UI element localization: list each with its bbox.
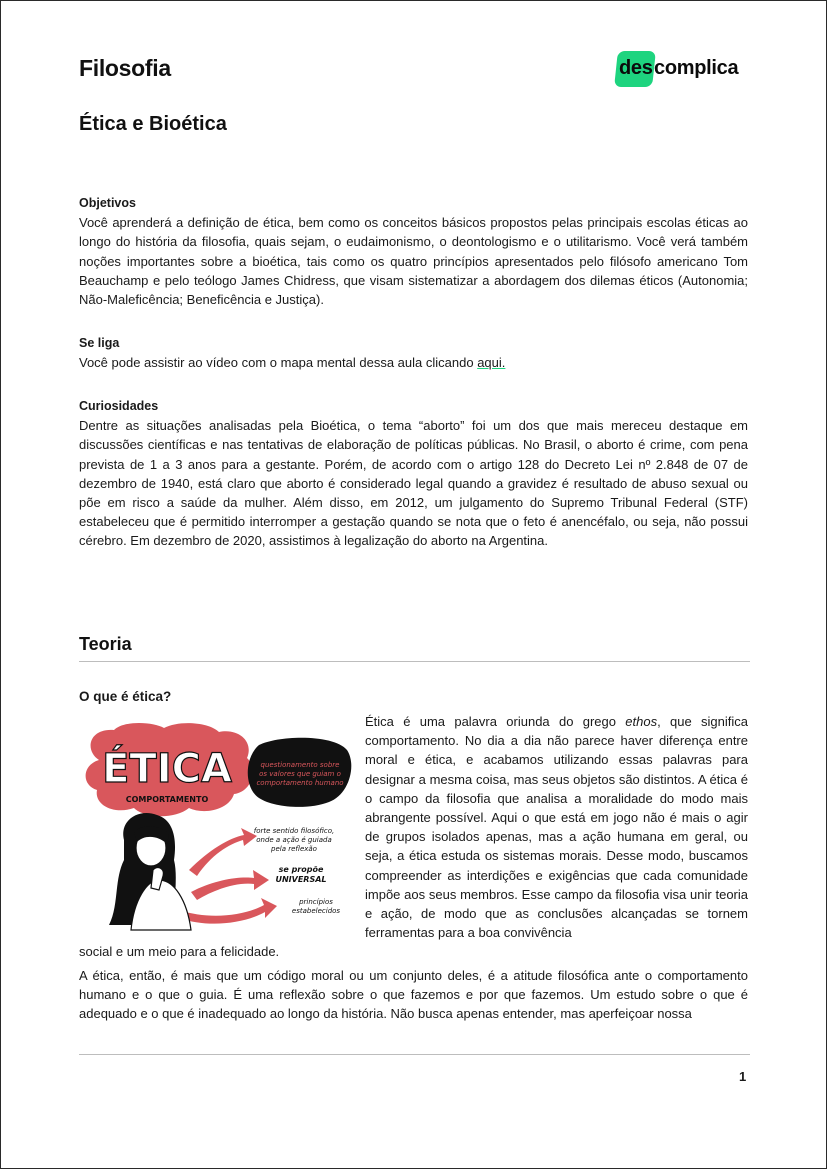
curiosidades-heading: Curiosidades [79,399,159,413]
note1-line-2: onde a ação é guiada [256,836,332,844]
note2-line-1: se propõe [278,865,324,874]
footer-divider [79,1054,750,1055]
objetivos-section [79,194,748,309]
bubble-line-1: questionamento sobre [260,761,340,769]
objetivos-text: Você aprenderá a definição de ética, bem como os conceitos básicos propostos pelas principais escolas éticas ao longo do história da filosofia, quais sejam, o eudaimonismo, o deontologismo e o utilitarismo. Você verá também noções importantes sobre a bioética, tais como os quatro princípios apresentados pelo filósofo americano Tom Beauchamp e pelo teólogo James Chidress, que visam sistematizar a abordagem dos dilemas éticos (Autonomia; Não-Maleficência; Beneficência e Justiça). [79,215,748,308]
note3-line-1: princípios [299,898,333,906]
lesson-title: Ética e Bioética [79,113,227,135]
arrow-2 [191,870,269,900]
bubble-line-3: comportamento humano [256,779,344,787]
etica-paragraph-1-continued: social e um meio para a felicidade. [79,944,280,959]
video-link[interactable]: aqui. [477,355,506,371]
teoria-heading: Teoria [79,634,132,654]
arrow-1 [189,828,257,876]
p1-ethos: ethos [625,714,658,729]
arrow-3 [179,898,277,924]
note2-line-2: UNIVERSAL [275,875,327,884]
etica-paragraph-2: A ética, então, é mais que um código moral ou um conjunto deles, é a atitude filosófica ante o comportamento humano e o que o guia. É uma reflexão sobre o que fazemos e por que fazemos. Um estudo sobre o que é adequado e o que é inadequado ao longo da história. Não busca apenas entender, mas aperfeiçoar nossa [79,968,748,1022]
descomplica-logo [616,51,756,89]
curiosidades-text: Dentre as situações analisadas pela Bioética, o tema “aborto” foi um dos que mais mereceu destaque em discussões científicas e nas tentativas de elaboração de políticas públicas. No Brasil, o aborto é crime, com pena prevista de 1 a 3 anos para a gestante. Porém, de acordo com o artigo 128 do Decreto Lei nº 2.848 de 07 de dezembro de 1940, está claro que aborto é considerado legal quando a gravidez é resultado de abuso sexual ou põe em risco a saúde da mulher. Além disso, em 2012, um julgamento do Supremo Tribunal Federal (STF) estabeleceu que é permitido interromper a gestação quando se nota que o feto é anencéfalo, ou seja, não possui cérebro. Em dezembro de 2020, assistimos à legalização do aborto na Argentina. [79,418,748,549]
etica-paragraph-1 [365,712,748,942]
o-que-e-etica-heading: O que é ética? [79,689,172,704]
logo-text-part1: des [619,57,653,79]
logo-text-part2: complica [654,57,739,79]
note3-line-2: estabelecidos [291,907,341,915]
se-liga-heading: Se liga [79,336,120,350]
se-liga-text: Você pode assistir ao vídeo com o mapa mental dessa aula clicando [79,355,478,371]
woman-figure [109,813,191,930]
p1-start: Ética é uma palavra oriunda do grego [365,714,626,729]
note1-line-1: forte sentido filosófico, [253,827,335,835]
se-liga-paragraph [79,353,748,372]
illustration-title: ÉTICA [102,746,232,792]
etica-illustration [79,720,353,938]
p1-rest: , que significa comportamento. No dia a dia não parece haver diferença entre moral e ética, e acabamos utilizando essas palavras para designar a mesma coisa, mas seus objetos são distintos. A ética é o campo da filosofia que analisa a moralidade do modo mais abrangente possível. Aqui o que está em jogo não é mais o agir de grupos isolados apenas, mas a ação humana em geral, ou seja, a ética estuda os sistemas morais. Desse modo, buscamos compreender as interdições e exigências que cada comunidade impõe aos seus membros. Esse campo da filosofia visa unir teoria e ação, de modo que as conclusões alcançadas se tornem ferramentas para a boa convivência [365,714,748,941]
se-liga-section [79,334,748,372]
subject-title: Filosofia [79,55,171,81]
illustration-subtitle: COMPORTAMENTO [125,795,209,804]
page-number: 1 [739,1069,747,1084]
bubble-line-2: os valores que guiam o [259,770,341,778]
note1-line-3: pela reflexão [271,845,317,853]
curiosidades-section [79,397,748,551]
objetivos-heading: Objetivos [79,196,136,210]
divider [79,661,750,662]
